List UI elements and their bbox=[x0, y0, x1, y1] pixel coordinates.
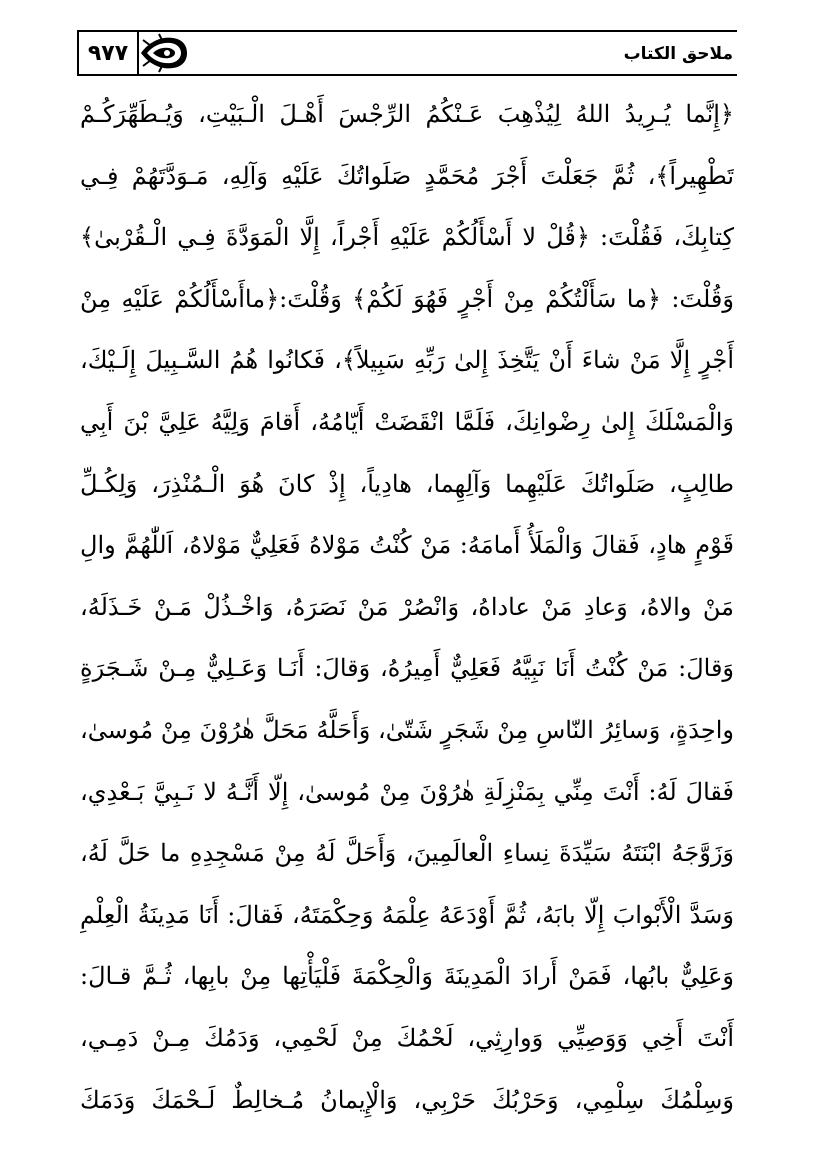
text-line: وَسَدَّ الْأَبْوابَ إِلّا بابَهُ، ثُمَّ أَوْدَعَهُ عِلْمَهُ وَحِكْمَتَهُ، فَقالَ: أَنَا مَدِينَةُ الْعِلْمِ bbox=[80, 900, 734, 929]
text-line: كِتابِكَ، فَقُلْتَ: ﴿قُلْ لا أَسْأَلُكُمْ عَلَيْهِ أَجْراً، إِلَّا الْمَوَدَّةَ فِـي الْـقُرْبىٰ﴾ bbox=[80, 223, 734, 252]
text-line: قَوْمٍ هادٍ، فَقالَ وَالْمَلَأُ أَمامَهُ: مَنْ كُنْتُ مَوْلاهُ فَعَلِيٌّ مَوْلاهُ، اَللّٰهُمَّ والِ bbox=[80, 531, 734, 560]
text-line: ﴿إِنَّما يُـرِيدُ اللهُ لِيُذْهِبَ عَـنْكُمُ الرِّجْسَ أَهْـلَ الْـبَيْتِ، وَيُـطَهِّرَكُـمْ bbox=[80, 100, 734, 128]
text-line: أَنْتَ أَخِي وَوَصِيِّي وَوارِثِي، لَحْمُكَ مِنْ لَحْمِي، وَدَمُكَ مِـنْ دَمِـي، bbox=[80, 1023, 734, 1052]
text-line: أَجْرٍ إِلَّا مَنْ شاءَ أَنْ يَتَّخِذَ إِلىٰ رَبِّهِ سَبِيلاً﴾، فَكانُوا هُمُ السَّـبِيلَ إِلَـيْكَ، bbox=[80, 346, 734, 375]
text-line: تَطْهِيراً﴾، ثُمَّ جَعَلْتَ أَجْرَ مُحَمَّدٍ صَلَواتُكَ عَلَيْهِ وَآلِهِ، مَـوَدَّتَهُمْ فِـي bbox=[80, 161, 734, 190]
text-line: وَقُلْتَ: ﴿ما سَأَلْتُكُمْ مِنْ أَجْرٍ فَهُوَ لَكُمْ﴾ وَقُلْتَ:﴿ماأَسْأَلُكُمْ عَلَيْهِ مِنْ bbox=[80, 284, 734, 313]
text-line: واحِدَةٍ، وَسائِرُ النّاسِ مِنْ شَجَرٍ شَتّىٰ، وَأَحَلَّهُ مَحَلَّ هٰرُوْنَ مِنْ مُوسىٰ، bbox=[80, 715, 734, 744]
text-line: وَعَلِيٌّ بابُها، فَمَنْ أَرادَ الْمَدِينَةَ وَالْحِكْمَةَ فَلْيَأْتِها مِنْ بابِها، ثُـمَّ قـالَ: bbox=[80, 962, 734, 991]
header-ornament-icon bbox=[139, 30, 189, 76]
page-header bbox=[77, 24, 737, 78]
text-line: فَقالَ لَهُ: أَنْتَ مِنِّي بِمَنْزِلَةِ هٰرُوْنَ مِنْ مُوسىٰ، إِلّا أَنَّـهُ لا نَـبِيَّ بَـعْدِي، bbox=[80, 777, 734, 806]
text-line: وَقالَ: مَنْ كُنْتُ أَنَا نَبِيَّهُ فَعَلِيٌّ أَمِيرُهُ، وَقالَ: أَنَـا وَعَـلِيٌّ مِـنْ شَـجَرَةٍ bbox=[80, 654, 734, 683]
text-line: مَنْ والاهُ، وَعادِ مَنْ عاداهُ، وَانْصُرْ مَنْ نَصَرَهُ، وَاخْـذُلْ مَـنْ خَـذَلَهُ، bbox=[80, 592, 734, 621]
page-number: ٩٧٧ bbox=[77, 30, 139, 76]
text-line: وَسِلْمُكَ سِلْمِي، وَحَرْبُكَ حَرْبِي، وَالْإِيمانُ مُـخالِطٌ لَـحْمَكَ وَدَمَكَ bbox=[80, 1085, 734, 1114]
body-text bbox=[80, 84, 734, 1131]
text-line: وَالْمَسْلَكَ إِلىٰ رِضْوانِكَ، فَلَمَّا انْقَضَتْ أَيّامُهُ، أَقامَ وَلِيَّهُ عَلِيَّ بْنَ أَبِي bbox=[80, 407, 734, 436]
running-title: ملاحق الكتاب bbox=[623, 44, 733, 64]
text-line: طالِبٍ، صَلَواتُكَ عَلَيْهِما وَآلِهِما، هادِياً، إِذْ كانَ هُوَ الْـمُنْذِرَ، وَلِكُـلِّ bbox=[80, 469, 734, 498]
text-line: وَزَوَّجَهُ ابْنَتَهُ سَيِّدَةَ نِساءِ الْعالَمِينَ، وَأَحَلَّ لَهُ مِنْ مَسْجِدِهِ ما حَلَّ لَهُ، bbox=[80, 839, 734, 868]
